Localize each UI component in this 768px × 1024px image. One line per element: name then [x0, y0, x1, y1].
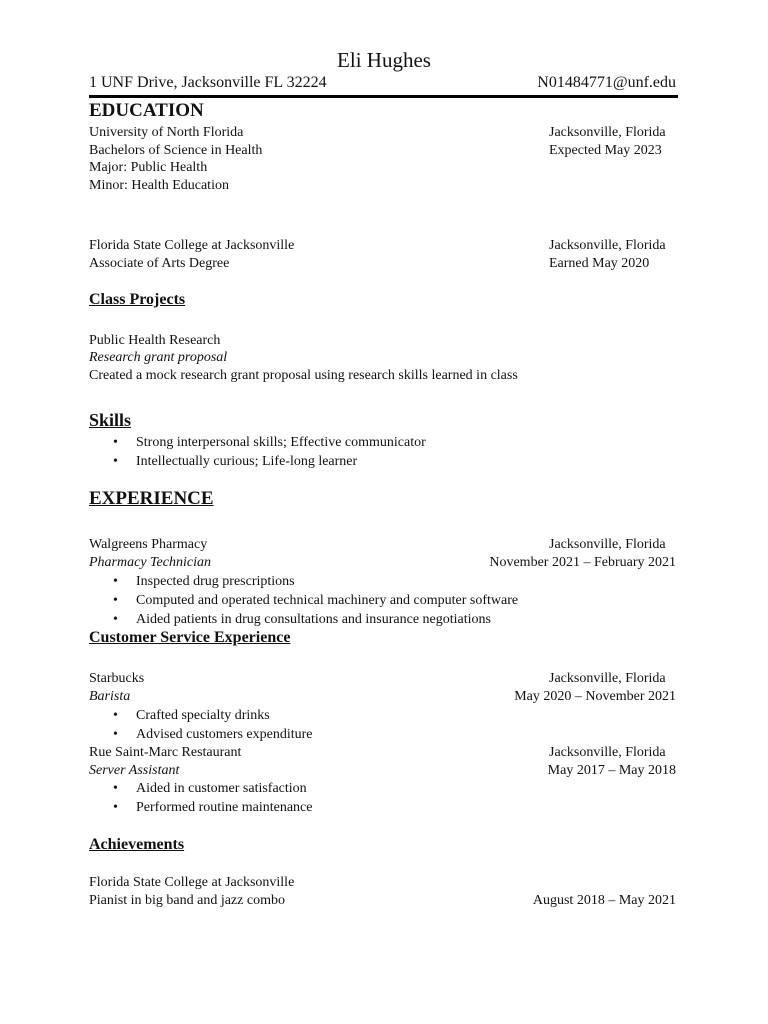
duty-text: Aided in customer satisfaction — [136, 781, 307, 796]
rue-duty — [113, 799, 313, 817]
starbucks-employer: Starbucks — [89, 671, 145, 686]
rue-location: Jacksonville, Florida — [549, 745, 666, 760]
walgreens-duty — [113, 611, 491, 629]
bullet-icon: • — [113, 593, 118, 608]
bullet-icon: • — [113, 708, 118, 723]
achievement-org: Florida State College at Jacksonville — [89, 875, 295, 890]
achievements-heading: Achievements — [89, 836, 185, 853]
walgreens-role: Pharmacy Technician — [89, 555, 211, 570]
skill-text: Strong interpersonal skills; Effective communicator — [136, 435, 426, 450]
unf-minor: Minor: Health Education — [89, 178, 229, 193]
duty-text: Aided patients in drug consultations and insurance negotiations — [136, 612, 491, 627]
bullet-icon: • — [113, 612, 118, 627]
unf-major: Major: Public Health — [89, 160, 208, 175]
unf-location: Jacksonville, Florida — [549, 125, 666, 140]
starbucks-location: Jacksonville, Florida — [549, 671, 666, 686]
walgreens-duty — [113, 592, 519, 610]
project-name: Public Health Research — [89, 333, 221, 348]
skill-text: Intellectually curious; Life-long learner — [136, 454, 358, 469]
walgreens-location: Jacksonville, Florida — [549, 537, 666, 552]
fscj-date: Earned May 2020 — [549, 256, 650, 271]
skill-item — [113, 453, 358, 471]
fscj-location: Jacksonville, Florida — [549, 238, 666, 253]
duty-text: Computed and operated technical machinery and computer software — [136, 593, 519, 608]
duty-text: Crafted specialty drinks — [136, 708, 270, 723]
starbucks-duty — [113, 726, 313, 744]
walgreens-employer: Walgreens Pharmacy — [89, 537, 208, 552]
skill-item — [113, 434, 426, 452]
achievement-role: Pianist in big band and jazz combo — [89, 893, 285, 908]
project-subtitle: Research grant proposal — [89, 350, 228, 365]
fscj-school: Florida State College at Jacksonville — [89, 238, 295, 253]
starbucks-role: Barista — [89, 689, 131, 704]
rue-dates: May 2017 – May 2018 — [547, 763, 676, 778]
header-divider — [89, 95, 678, 98]
unf-school: University of North Florida — [89, 125, 244, 140]
candidate-name: Eli Hughes — [337, 48, 431, 72]
starbucks-duty — [113, 707, 270, 725]
project-description: Created a mock research grant proposal using research skills learned in class — [89, 368, 518, 383]
duty-text: Advised customers expenditure — [136, 727, 313, 742]
education-heading: EDUCATION — [89, 100, 204, 121]
unf-date: Expected May 2023 — [549, 143, 662, 158]
walgreens-duty — [113, 573, 295, 591]
achievement-dates: August 2018 – May 2021 — [532, 893, 676, 908]
bullet-icon: • — [113, 727, 118, 742]
rue-role: Server Assistant — [89, 763, 180, 778]
class-projects-heading: Class Projects — [89, 291, 186, 308]
bullet-icon: • — [113, 781, 118, 796]
experience-heading: EXPERIENCE — [89, 488, 214, 509]
rue-duty — [113, 780, 307, 798]
unf-degree: Bachelors of Science in Health — [89, 143, 263, 158]
rue-employer: Rue Saint-Marc Restaurant — [89, 745, 242, 760]
bullet-icon: • — [113, 800, 118, 815]
email: N01484771@unf.edu — [537, 74, 676, 91]
bullet-icon: • — [113, 454, 118, 469]
fscj-degree: Associate of Arts Degree — [89, 256, 230, 271]
walgreens-dates: November 2021 – February 2021 — [489, 555, 676, 570]
bullet-icon: • — [113, 574, 118, 589]
address: 1 UNF Drive, Jacksonville FL 32224 — [89, 74, 327, 91]
duty-text: Inspected drug prescriptions — [136, 574, 295, 589]
duty-text: Performed routine maintenance — [136, 800, 313, 815]
customer-service-heading: Customer Service Experience — [89, 629, 291, 646]
skills-heading: Skills — [89, 410, 132, 430]
starbucks-dates: May 2020 – November 2021 — [514, 689, 676, 704]
bullet-icon: • — [113, 435, 118, 450]
